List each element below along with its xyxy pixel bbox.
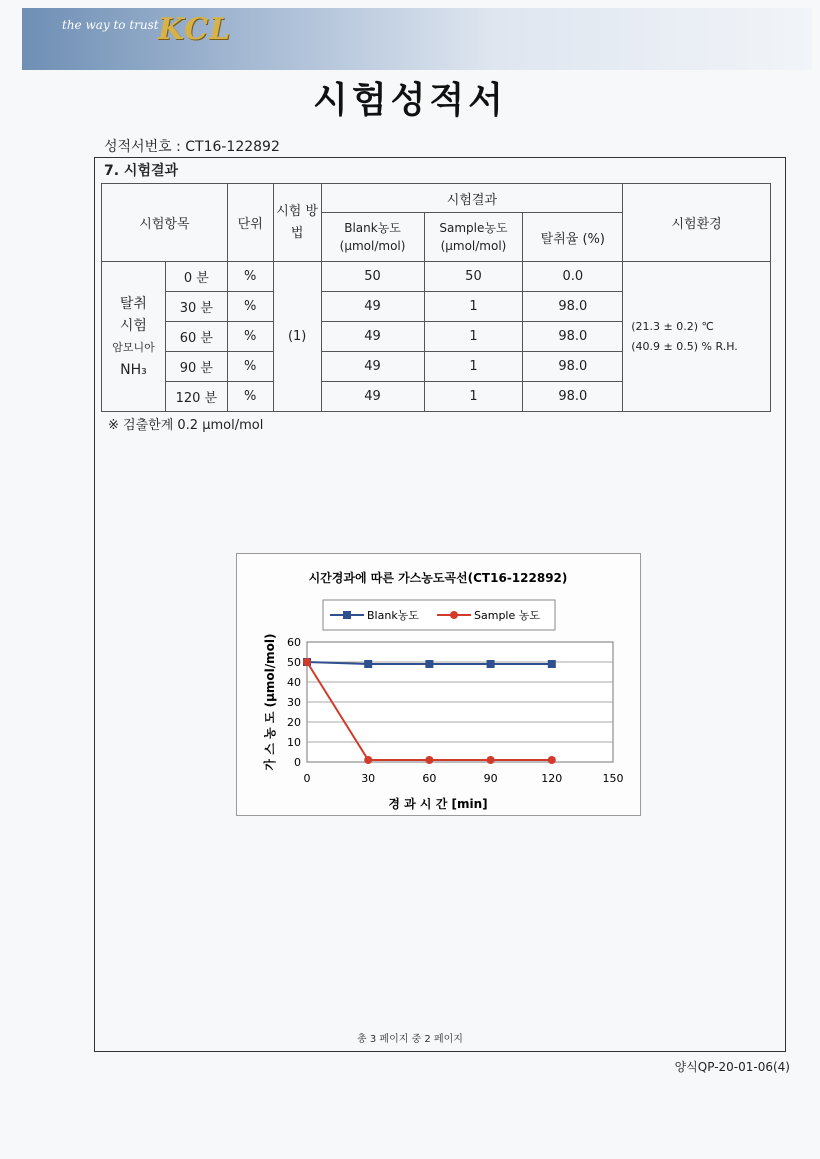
x-tick-label: 120 [541, 772, 563, 785]
y-tick-label: 30 [287, 696, 301, 709]
sample-data-point [303, 658, 311, 666]
time-cell: 90 분 [165, 352, 227, 382]
header-sample: Sample농도 (μmol/mol) [424, 213, 523, 262]
blank-cell: 49 [321, 292, 424, 322]
header-env: 시험환경 [623, 184, 771, 262]
unit-cell: % [227, 322, 273, 352]
sample-data-point [425, 756, 433, 764]
test-group-label [102, 262, 166, 412]
header-unit: 단위 [227, 184, 273, 262]
header-results: 시험결과 [321, 184, 623, 213]
x-tick-label: 30 [361, 772, 376, 785]
blank-cell: 49 [321, 382, 424, 412]
page-footer: 총 3 페이지 중 2 페이지 [357, 1034, 463, 1045]
sample-cell: 1 [424, 292, 523, 322]
sample-cell: 1 [424, 322, 523, 352]
detection-limit-note: ※ 검출한계 0.2 μmol/mol [108, 418, 264, 433]
header-method: 시험 방법 [273, 184, 321, 262]
x-axis-label: 경 과 시 간 [min] [388, 797, 488, 811]
group-line: 암모니아 [112, 340, 155, 354]
method-cell: (1) [273, 262, 321, 412]
y-axis-label: 가 스 농 도 (μmol/mol) [263, 633, 277, 771]
section-title: 7. 시험결과 [104, 163, 179, 179]
blank-data-point [487, 660, 495, 668]
x-tick-label: 0 [303, 772, 311, 785]
chart-svg [237, 554, 640, 815]
removal-cell: 98.0 [523, 382, 623, 412]
time-cell: 0 분 [165, 262, 227, 292]
y-tick-label: 50 [287, 656, 301, 669]
form-code: 양식QP-20-01-06(4) [674, 1060, 790, 1074]
group-line: 탈취 [119, 295, 147, 312]
x-tick-label: 60 [422, 772, 437, 785]
unit-cell: % [227, 382, 273, 412]
x-tick-label: 90 [483, 772, 498, 785]
removal-cell: 98.0 [523, 322, 623, 352]
time-cell: 30 분 [165, 292, 227, 322]
y-tick-label: 40 [287, 676, 301, 689]
group-line: 시험 [119, 317, 147, 334]
y-tick-label: 0 [294, 756, 301, 769]
time-cell: 120 분 [165, 382, 227, 412]
header-item: 시험항목 [102, 184, 228, 262]
sample-cell: 50 [424, 262, 523, 292]
legend-sample-label: Sample 농도 [474, 609, 540, 622]
sample-data-point [548, 756, 556, 764]
blank-data-point [425, 660, 433, 668]
header-blank: Blank농도 (μmol/mol) [321, 213, 424, 262]
sample-cell: 1 [424, 352, 523, 382]
sample-data-point [487, 756, 495, 764]
gas-concentration-chart [236, 553, 641, 816]
chart-title: 시간경과에 따른 가스농도곡선(CT16-122892) [308, 571, 568, 585]
plot-area [287, 636, 624, 785]
unit-cell: % [227, 292, 273, 322]
y-tick-label: 10 [287, 736, 301, 749]
env-temperature: (21.3 ± 0.2) ℃ [631, 319, 714, 333]
results-table [101, 183, 771, 412]
unit-cell: % [227, 262, 273, 292]
group-line: NH₃ [120, 361, 147, 378]
removal-cell: 98.0 [523, 352, 623, 382]
table-row [102, 262, 771, 292]
blank-cell: 49 [321, 322, 424, 352]
legend-sample-marker [450, 611, 458, 619]
x-tick-label: 150 [602, 772, 624, 785]
time-cell: 60 분 [165, 322, 227, 352]
y-tick-label: 20 [287, 716, 301, 729]
logo-tagline: the way to trust [62, 18, 159, 32]
unit-cell: % [227, 352, 273, 382]
legend-blank-label: Blank농도 [367, 609, 419, 622]
removal-cell: 0.0 [523, 262, 623, 292]
blank-cell: 49 [321, 352, 424, 382]
env-humidity: (40.9 ± 0.5) % R.H. [631, 339, 738, 353]
blank-data-point [364, 660, 372, 668]
header-removal: 탈취율 (%) [523, 213, 623, 262]
removal-cell: 98.0 [523, 292, 623, 322]
sample-cell: 1 [424, 382, 523, 412]
legend-blank-marker [343, 611, 351, 619]
y-tick-label: 60 [287, 636, 301, 649]
sample-data-point [364, 756, 372, 764]
environment-cell [623, 262, 771, 412]
page-title: 시험성적서 [313, 80, 507, 121]
report-number: 성적서번호 : CT16-122892 [104, 139, 280, 155]
blank-cell: 50 [321, 262, 424, 292]
blank-data-point [548, 660, 556, 668]
kcl-logo: KCL [158, 12, 232, 47]
